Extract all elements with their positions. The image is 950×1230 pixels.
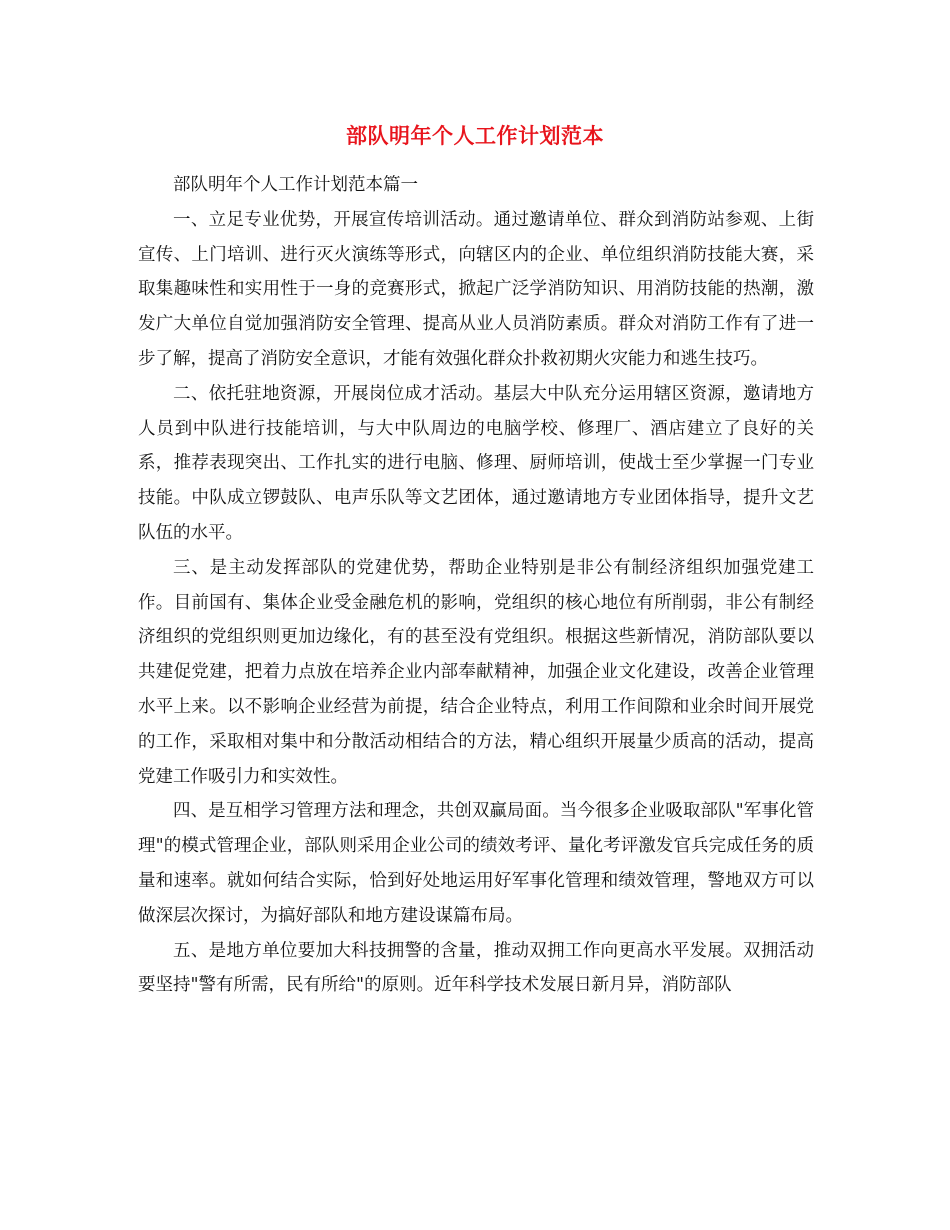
section-heading: 部队明年个人工作计划范本篇一 <box>173 175 418 195</box>
paragraph-3: 三、是主动发挥部队的党建优势，帮助企业特别是非公有制经济组织加强党建工作。目前国有、集体企业受金融危机的影响，党组织的核心地位有所削弱，非公有制经济组织的党组织则更加边缘化，有的甚至没有党组织。根据这些新情况，消防部队要以共建促党建，把着力点放在培养企业内部奉献精神，加强企业文化建设，改善企业管理水平上来。以不影响企业经营为前提，结合企业特点，利用工作间隙和业余时间开展党的工作，采取相对集中和分散活动相结合的方法，精心组织开展量少质高的活动，提高党建工作吸引力和实效性。 <box>138 557 814 787</box>
paragraph-5: 五、是地方单位要加大科技拥警的含量，推动双拥工作向更高水平发展。双拥活动要坚持"警有所需，民有所给"的原则。近年科学技术发展日新月异，消防部队 <box>138 940 814 996</box>
paragraph-2: 二、依托驻地资源，开展岗位成才活动。基层大中队充分运用辖区资源，邀请地方人员到中队进行技能培训，与大中队周边的电脑学校、修理厂、酒店建立了良好的关系，推荐表现突出、工作扎实的进行电脑、修理、厨师培训，使战士至少掌握一门专业技能。中队成立锣鼓队、电声乐队等文艺团体，通过邀请地方专业团体指导，提升文艺队伍的水平。 <box>138 383 814 543</box>
document-title: 部队明年个人工作计划范本 <box>346 124 604 148</box>
paragraph-1: 一、立足专业优势，开展宣传培训活动。通过邀请单位、群众到消防站参观、上街宣传、上门培训、进行灭火演练等形式，向辖区内的企业、单位组织消防技能大赛，采取集趣味性和实用性于一身的竞赛形式，掀起广泛学消防知识、用消防技能的热潮，激发广大单位自觉加强消防安全管理、提高从业人员消防素质。群众对消防工作有了进一步了解，提高了消防安全意识，才能有效强化群众扑救初期火灾能力和逃生技巧。 <box>138 209 814 369</box>
document-body <box>138 168 814 1003</box>
paragraph-4: 四、是互相学习管理方法和理念，共创双赢局面。当今很多企业吸取部队"军事化管理"的模式管理企业，部队则采用企业公司的绩效考评、量化考评激发官兵完成任务的质量和速率。就如何结合实际，恰到好处地运用好军事化管理和绩效管理，警地双方可以做深层次探讨，为搞好部队和地方建设谋篇布局。 <box>138 801 814 926</box>
